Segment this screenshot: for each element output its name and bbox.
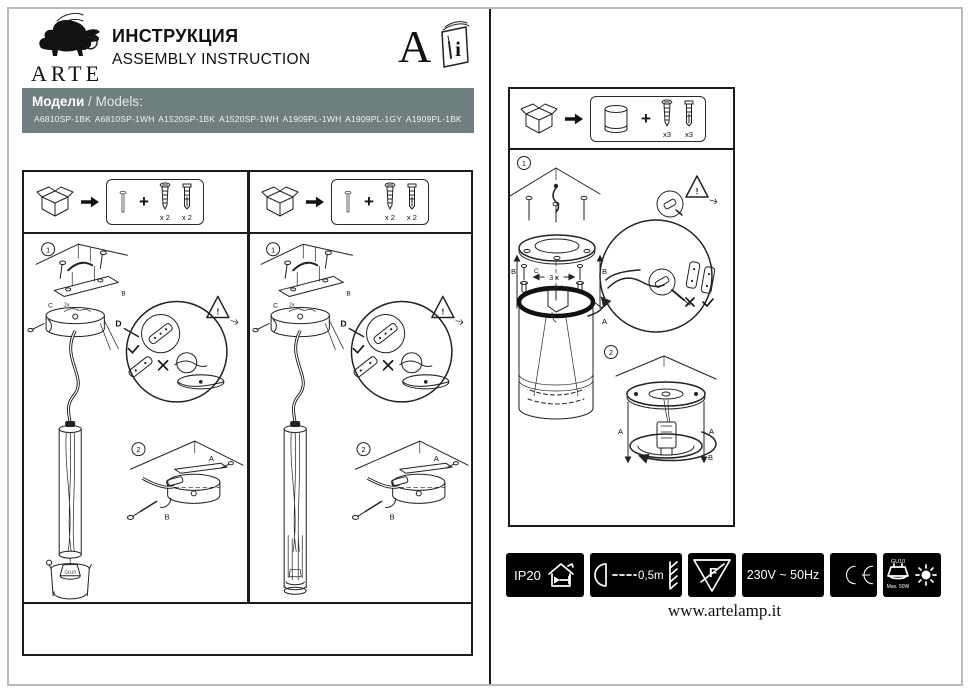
- warning-mark: !: [695, 186, 699, 196]
- ceiling-assembly-diagram: [510, 150, 733, 525]
- models-label-en: Models:: [95, 94, 143, 109]
- screw-part: [159, 182, 171, 222]
- model-code: A1909PL-1BK: [405, 114, 462, 124]
- open-box-icon: [261, 185, 299, 219]
- instruction-booklet-icon: [437, 20, 471, 70]
- max-power-text: Max. 50W: [886, 584, 910, 590]
- arrow-right-icon: [81, 195, 99, 209]
- indoor-use-house-icon: [546, 561, 576, 589]
- f-letter: F: [709, 565, 717, 580]
- screw-part: [384, 182, 396, 222]
- screws-qty: 3 x: [548, 273, 560, 282]
- document-letter: A: [398, 21, 432, 72]
- distance-text: 0,5m: [638, 570, 664, 582]
- model-code: A1520SP-1BK: [158, 114, 216, 124]
- lamp-profile-icon: [595, 564, 606, 586]
- ip-rating-text: IP20: [514, 567, 541, 583]
- arrow-right-icon: [565, 112, 583, 126]
- parts-box: [331, 179, 429, 225]
- anchor-qty: x3: [684, 129, 693, 139]
- anchor-part: [683, 99, 695, 139]
- pendant-assembly-diagram: [24, 234, 247, 602]
- cylinder-shade-icon: [601, 102, 631, 136]
- package-contents: [510, 89, 733, 148]
- pendant-instructions-panel: [22, 170, 473, 656]
- badge-f-mark: [688, 553, 736, 597]
- ce-mark-icon: [834, 557, 874, 593]
- badge-ip-rating: [506, 553, 584, 597]
- screw-icon: [159, 182, 171, 212]
- label-b: B: [708, 453, 714, 462]
- anchor-qty: x 2: [406, 213, 417, 222]
- arte-lion-icon: [27, 12, 107, 58]
- suspension-rod-icon: [342, 184, 354, 220]
- page-divider: [489, 9, 491, 684]
- anchor-qty: x 2: [181, 213, 192, 222]
- model-code: A6810SP-1BK: [34, 114, 92, 124]
- screw-part: [661, 99, 673, 139]
- badge-lamp-type: [883, 553, 941, 597]
- model-code: A6810SP-1WH: [94, 114, 155, 124]
- label-b: B: [511, 267, 517, 276]
- model-code: A1520SP-1WH: [218, 114, 279, 124]
- model-code: A1909PL-1WH: [282, 114, 342, 124]
- label-b: B: [602, 267, 608, 276]
- screw-qty: x 2: [159, 213, 170, 222]
- title-russian: ИНСТРУКЦИЯ: [112, 26, 239, 46]
- arrow-right-icon: [306, 195, 324, 209]
- screw-anchor-pair: [521, 265, 528, 294]
- brand-name: ARTE: [30, 61, 104, 86]
- socket-text: GU10: [890, 559, 906, 565]
- website-url: www.artelamp.it: [667, 601, 782, 620]
- lamp-socket: [657, 422, 676, 455]
- wall-anchor-icon: [406, 182, 418, 212]
- label-c: C: [534, 268, 539, 275]
- package-contents: [24, 172, 247, 232]
- models-bar: [22, 88, 474, 133]
- pendant-panel-2: [249, 172, 472, 602]
- models-label-sep: /: [88, 94, 92, 109]
- f-triangle-icon: [690, 555, 734, 595]
- illuminated-surface-icon: [670, 562, 677, 589]
- voltage-text: 230V ~ 50Hz: [746, 568, 820, 582]
- anchor-part: [406, 182, 418, 222]
- ceiling-instructions-panel: [508, 87, 735, 527]
- open-box-icon: [36, 185, 74, 219]
- bottom-strip-line: [24, 602, 471, 604]
- screw-icon: [661, 99, 673, 129]
- badge-ce-mark: [830, 553, 877, 597]
- arte-lamp-logo: [26, 12, 108, 96]
- pendant-assembly-diagram: [249, 234, 472, 602]
- plus-sign: +: [641, 108, 651, 128]
- badge-min-distance: [590, 553, 682, 597]
- models-list: [32, 114, 464, 124]
- document-titles: [112, 26, 310, 69]
- suspension-rod-icon: [117, 184, 129, 220]
- screw-qty: x 2: [384, 213, 395, 222]
- wall-anchor-icon: [181, 182, 193, 212]
- wire-connector-icon: [701, 266, 715, 293]
- package-contents: [249, 172, 472, 232]
- plus-sign: +: [139, 192, 149, 211]
- screw-qty: x3: [662, 129, 671, 139]
- certification-badges: [506, 553, 941, 597]
- pendant-panel-1: [24, 172, 247, 602]
- models-title: [32, 94, 464, 109]
- wall-anchor-icon: [683, 99, 695, 129]
- anchor-part: [181, 182, 193, 222]
- label-a: A: [618, 427, 624, 436]
- gu10-spot-icon: [888, 564, 908, 579]
- parts-box: [590, 96, 706, 142]
- title-english: ASSEMBLY INSTRUCTION: [112, 51, 311, 68]
- wire-connector-icon: [686, 261, 700, 288]
- detail-circle: [600, 220, 712, 332]
- screw-icon: [384, 182, 396, 212]
- ceiling-screws-icon: [526, 196, 587, 222]
- step-2-number: 2: [608, 348, 614, 357]
- plus-sign: +: [364, 192, 374, 211]
- label-a: A: [602, 317, 608, 326]
- step-1-number: 1: [521, 159, 527, 168]
- badge-voltage: [742, 553, 824, 597]
- parts-box: [106, 179, 204, 225]
- label-a: A: [709, 427, 715, 436]
- open-box-icon: [520, 102, 558, 136]
- booklet-i-letter: i: [455, 37, 461, 61]
- model-code: A1909PL-1GY: [345, 114, 403, 124]
- models-label-ru: Модели: [32, 94, 85, 109]
- halogen-sun-icon: [916, 565, 936, 585]
